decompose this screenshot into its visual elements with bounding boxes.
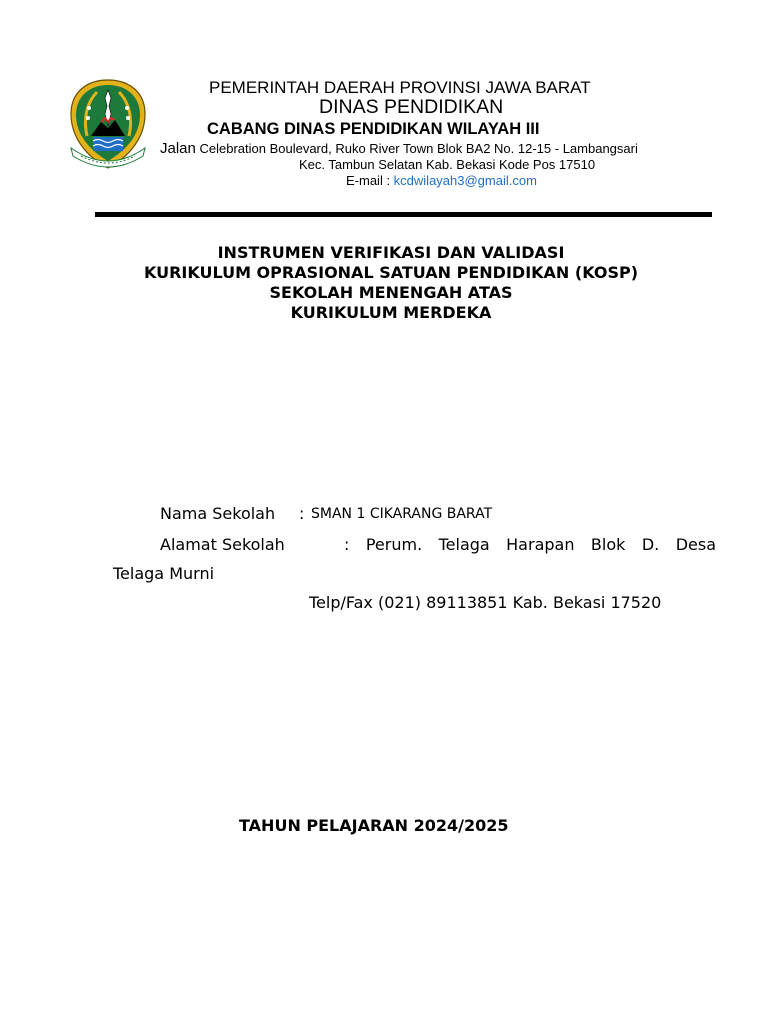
document-title xyxy=(0,243,768,323)
title-line-1: INSTRUMEN VERIFIKASI DAN VALIDASI xyxy=(217,243,565,262)
school-phone: Telp/Fax (021) 89113851 Kab. Bekasi 17520 xyxy=(309,593,662,612)
school-address-label: Alamat Sekolah xyxy=(160,535,285,554)
school-name-separator: : xyxy=(299,504,305,523)
west-java-emblem-icon xyxy=(67,78,149,170)
school-address-value: : Perum. Telaga Harapan Blok D. Desa xyxy=(344,535,716,554)
letterhead-district: Kec. Tambun Selatan Kab. Bekasi Kode Pos 17510 xyxy=(299,157,596,172)
letterhead-email xyxy=(346,173,537,188)
letterhead-government: PEMERINTAH DAERAH PROVINSI JAWA BARAT xyxy=(209,78,591,97)
title-line-4: KURIKULUM MERDEKA xyxy=(290,303,492,322)
email-address-link[interactable]: kcdwilayah3@gmail.com xyxy=(393,173,537,188)
school-address-continuation: Telaga Murni xyxy=(113,564,215,583)
school-name-label: Nama Sekolah xyxy=(160,504,276,523)
email-label: E-mail : xyxy=(346,173,394,188)
letterhead-branch: CABANG DINAS PENDIDIKAN WILAYAH III xyxy=(207,120,540,138)
letterhead-divider xyxy=(95,212,712,217)
academic-year: TAHUN PELAJARAN 2024/2025 xyxy=(239,816,509,835)
street-text: Celebration Boulevard, Ruko River Town Blok BA2 No. 12-15 - Lambangsari xyxy=(195,141,638,156)
title-line-3: SEKOLAH MENENGAH ATAS xyxy=(269,283,513,302)
title-line-2: KURIKULUM OPRASIONAL SATUAN PENDIDIKAN (KOSP) xyxy=(143,263,639,282)
letterhead-agency: DINAS PENDIDIKAN xyxy=(319,96,504,118)
street-prefix: Jalan xyxy=(160,140,196,157)
school-name-value: SMAN 1 CIKARANG BARAT xyxy=(311,506,493,522)
letterhead-street xyxy=(160,140,638,157)
